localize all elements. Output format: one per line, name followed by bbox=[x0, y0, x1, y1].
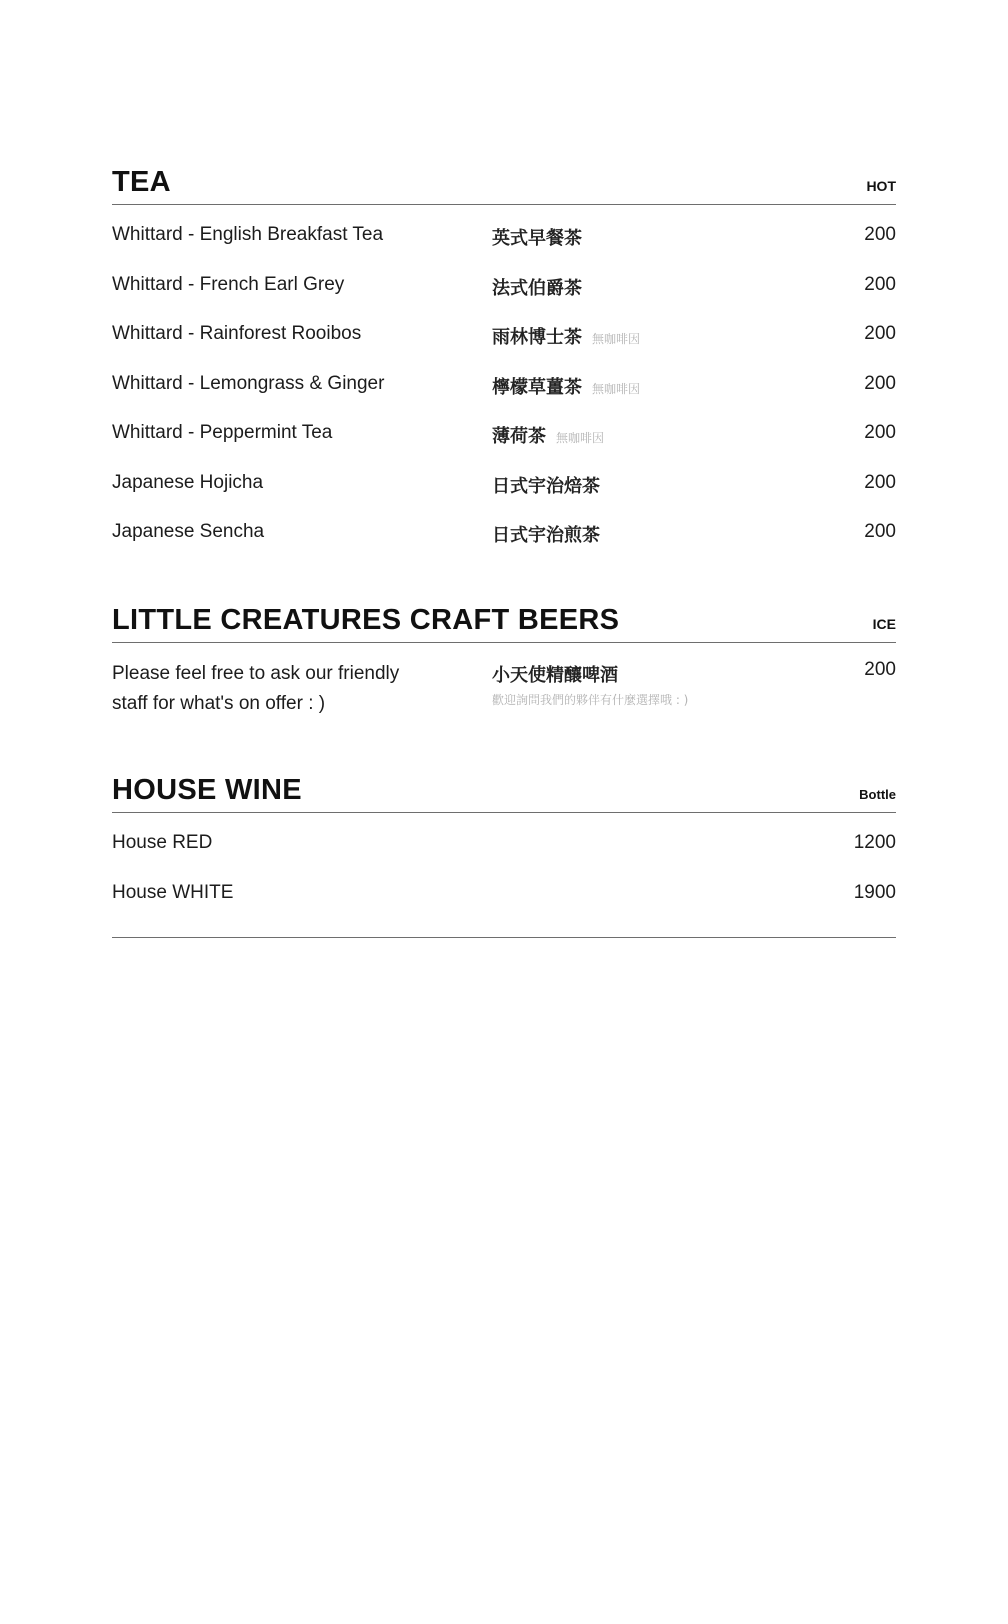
item-name: House RED bbox=[112, 832, 213, 853]
tea-title: TEA bbox=[112, 166, 171, 198]
item-name: Whittard - English Breakfast Tea bbox=[112, 224, 384, 245]
menu-item bbox=[112, 310, 896, 360]
beer-serving-tag: ICE bbox=[872, 616, 896, 632]
tea-header bbox=[112, 158, 896, 205]
item-name: Whittard - French Earl Grey bbox=[112, 273, 345, 295]
beer-description: Please feel free to ask our friendly staff for what's on offer : ) bbox=[112, 663, 400, 714]
bottom-divider bbox=[112, 937, 896, 938]
beer-header bbox=[112, 596, 896, 643]
caffeine-free-note: 無咖啡因 bbox=[592, 381, 641, 396]
item-name: Japanese Hojicha bbox=[112, 471, 264, 493]
menu-item bbox=[112, 508, 896, 558]
item-name-zh: 法式伯爵茶 bbox=[492, 277, 582, 299]
menu-item bbox=[112, 819, 896, 869]
item-name-zh: 雨林博士茶 無咖啡因 bbox=[492, 327, 641, 348]
item-name: House WHITE bbox=[112, 881, 234, 903]
menu-item bbox=[112, 409, 896, 459]
item-price: 200 bbox=[864, 224, 896, 245]
tea-serving-tag: HOT bbox=[866, 178, 896, 194]
caffeine-free-note: 無咖啡因 bbox=[556, 431, 605, 445]
item-name: Whittard - Peppermint Tea bbox=[112, 422, 333, 443]
item-name: Whittard - Rainforest Rooibos bbox=[112, 323, 362, 344]
beer-title: LITTLE CREATURES CRAFT BEERS bbox=[112, 604, 620, 636]
item-name-zh: 日式宇治焙茶 bbox=[492, 475, 600, 497]
item-price: 200 bbox=[864, 323, 896, 344]
wine-title: HOUSE WINE bbox=[112, 774, 302, 806]
item-price: 200 bbox=[864, 273, 896, 295]
item-name-zh: 小天使精釀啤酒 bbox=[492, 665, 618, 686]
item-price: 200 bbox=[864, 471, 896, 493]
caffeine-free-note: 無咖啡因 bbox=[592, 332, 641, 346]
item-price: 1200 bbox=[853, 832, 896, 853]
item-price: 200 bbox=[864, 659, 896, 680]
item-name: Whittard - Lemongrass & Ginger bbox=[112, 372, 385, 394]
item-name-zh: 薄荷茶 無咖啡因 bbox=[492, 426, 605, 447]
item-price: 1900 bbox=[853, 881, 896, 903]
wine-serving-tag: Bottle bbox=[859, 787, 896, 802]
menu-item bbox=[112, 649, 896, 719]
menu-item bbox=[112, 211, 896, 261]
item-name-zh: 檸檬草薑茶 無咖啡因 bbox=[492, 376, 641, 398]
item-price: 200 bbox=[864, 521, 896, 542]
item-name-zh: 日式宇治煎茶 bbox=[492, 525, 600, 546]
item-price: 200 bbox=[864, 422, 896, 443]
item-price: 200 bbox=[864, 372, 896, 394]
item-name: Japanese Sencha bbox=[112, 521, 265, 542]
item-name-zh: 英式早餐茶 bbox=[492, 228, 582, 249]
menu-item bbox=[112, 869, 896, 919]
tea-section bbox=[112, 158, 896, 558]
menu-item bbox=[112, 459, 896, 509]
beer-description-zh: 歡迎詢問我們的夥伴有什麼選擇哦 : ) bbox=[492, 693, 689, 707]
wine-section bbox=[112, 766, 896, 918]
beer-section bbox=[112, 596, 896, 719]
wine-header bbox=[112, 766, 896, 813]
menu-item bbox=[112, 261, 896, 311]
menu-item bbox=[112, 360, 896, 410]
